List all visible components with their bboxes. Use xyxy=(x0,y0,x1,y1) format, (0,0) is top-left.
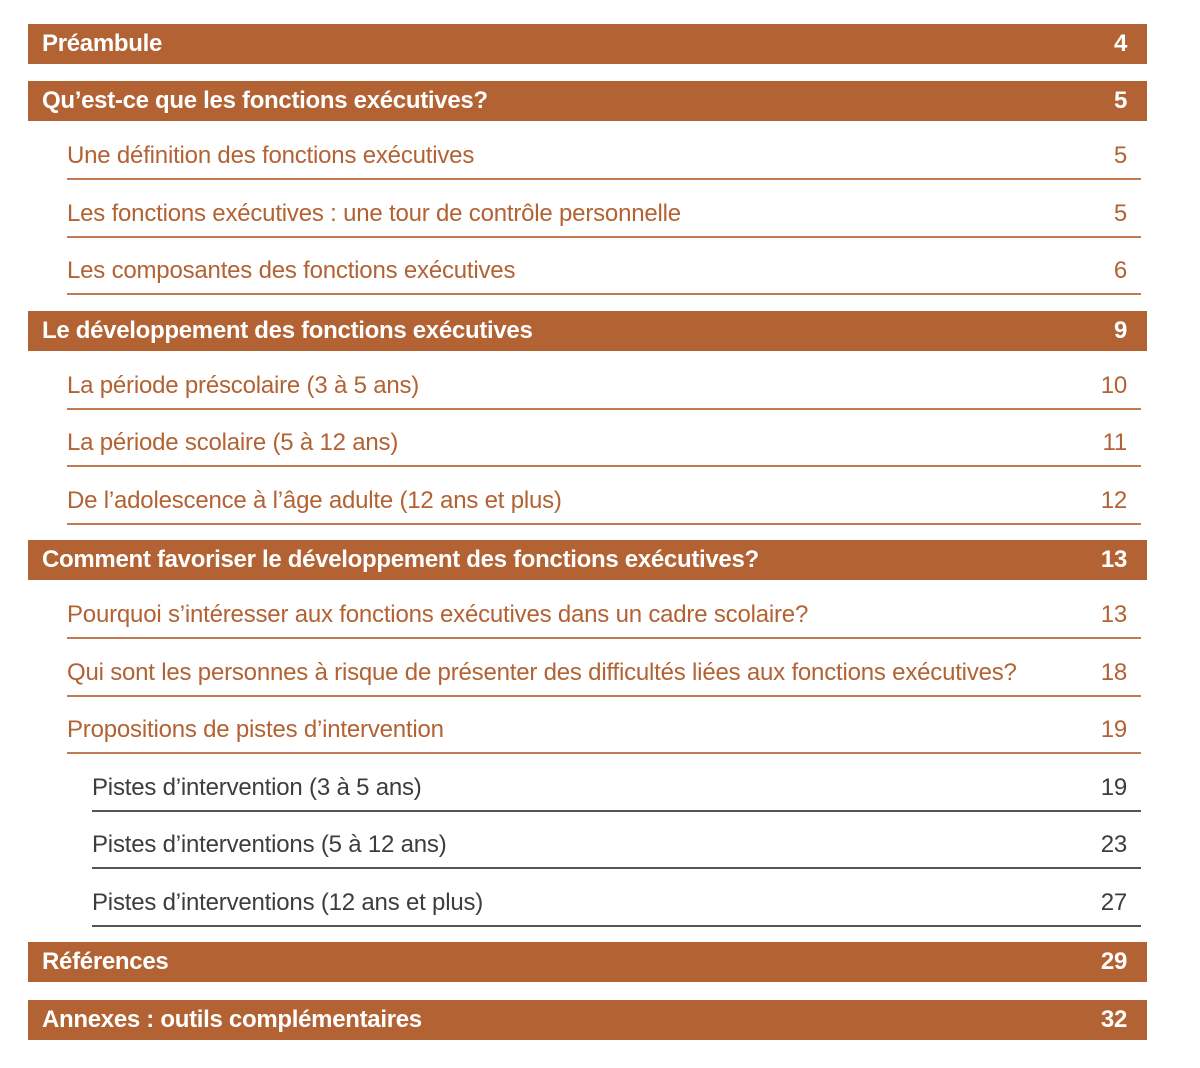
toc-entry-label: Qu’est-ce que les fonctions exécutives? xyxy=(42,87,488,114)
toc-page-number: 19 xyxy=(1100,716,1127,743)
toc-section-annexes[interactable] xyxy=(28,1000,1147,1040)
toc-page-number: 5 xyxy=(1113,200,1127,227)
toc-page-number: 4 xyxy=(1113,30,1127,57)
toc-entry-label: Références xyxy=(42,948,169,975)
toc-entry-label: Le développement des fonctions exécutives xyxy=(42,317,533,344)
toc-page-number: 12 xyxy=(1100,487,1127,514)
toc-entry-label: De l’adolescence à l’âge adulte (12 ans et plus) xyxy=(67,487,562,514)
toc-entry-label: Comment favoriser le développement des fonctions exécutives? xyxy=(42,546,759,573)
toc-subsubsection-5-12-ans[interactable] xyxy=(92,827,1141,869)
toc-page-number: 19 xyxy=(1100,774,1127,801)
toc-subsection-composantes[interactable] xyxy=(67,253,1141,295)
toc-entry-label: Une définition des fonctions exécutives xyxy=(67,142,475,169)
toc-subsection-pourquoi[interactable] xyxy=(67,597,1141,639)
toc-page-number: 13 xyxy=(1100,546,1127,573)
toc-page-number: 13 xyxy=(1100,601,1127,628)
toc-subsection-propositions[interactable] xyxy=(67,712,1141,754)
toc-section-references[interactable] xyxy=(28,942,1147,982)
toc-entry-label: Les fonctions exécutives : une tour de contrôle personnelle xyxy=(67,200,681,227)
toc-entry-label: Pourquoi s’intéresser aux fonctions exécutives dans un cadre scolaire? xyxy=(67,601,809,628)
toc-entry-label: Pistes d’interventions (5 à 12 ans) xyxy=(92,831,447,858)
toc-page-number: 11 xyxy=(1102,429,1127,456)
toc-entry-label: Les composantes des fonctions exécutives xyxy=(67,257,516,284)
toc-entry-label: Préambule xyxy=(42,30,163,57)
toc-subsection-adolescence[interactable] xyxy=(67,483,1141,525)
toc-subsubsection-3-5-ans[interactable] xyxy=(92,770,1141,812)
toc-subsection-scolaire[interactable] xyxy=(67,425,1141,467)
toc-entry-label: La période préscolaire (3 à 5 ans) xyxy=(67,372,420,399)
toc-entry-label: Pistes d’interventions (12 ans et plus) xyxy=(92,889,484,916)
toc-subsection-prescolaire[interactable] xyxy=(67,368,1141,410)
toc-page-number: 5 xyxy=(1113,87,1127,114)
toc-entry-label: Pistes d’intervention (3 à 5 ans) xyxy=(92,774,422,801)
toc-section-quest-ce[interactable] xyxy=(28,81,1147,121)
toc-subsection-definition[interactable] xyxy=(67,138,1141,180)
toc-page-number: 29 xyxy=(1100,948,1127,975)
toc-page-number: 6 xyxy=(1113,257,1127,284)
toc-page-number: 9 xyxy=(1113,317,1127,344)
toc-entry-label: La période scolaire (5 à 12 ans) xyxy=(67,429,399,456)
toc-section-preambule[interactable] xyxy=(28,24,1147,64)
toc-page-number: 5 xyxy=(1113,142,1127,169)
toc-section-comment-favoriser[interactable] xyxy=(28,540,1147,580)
toc-page-number: 18 xyxy=(1100,659,1127,686)
toc-entry-label: Propositions de pistes d’intervention xyxy=(67,716,444,743)
toc-entry-label: Annexes : outils complémentaires xyxy=(42,1006,422,1033)
toc-page-number: 10 xyxy=(1100,372,1127,399)
toc-page-number: 32 xyxy=(1100,1006,1127,1033)
toc-subsubsection-12-ans-plus[interactable] xyxy=(92,885,1141,927)
toc-subsection-personnes-a-risque[interactable] xyxy=(67,655,1141,697)
toc-page-number: 27 xyxy=(1100,889,1127,916)
toc-section-developpement[interactable] xyxy=(28,311,1147,351)
toc-page-number: 23 xyxy=(1100,831,1127,858)
toc-subsection-tour-de-controle[interactable] xyxy=(67,196,1141,238)
toc-entry-label: Qui sont les personnes à risque de présenter des difficultés liées aux fonctions exécutives? xyxy=(67,659,1017,686)
